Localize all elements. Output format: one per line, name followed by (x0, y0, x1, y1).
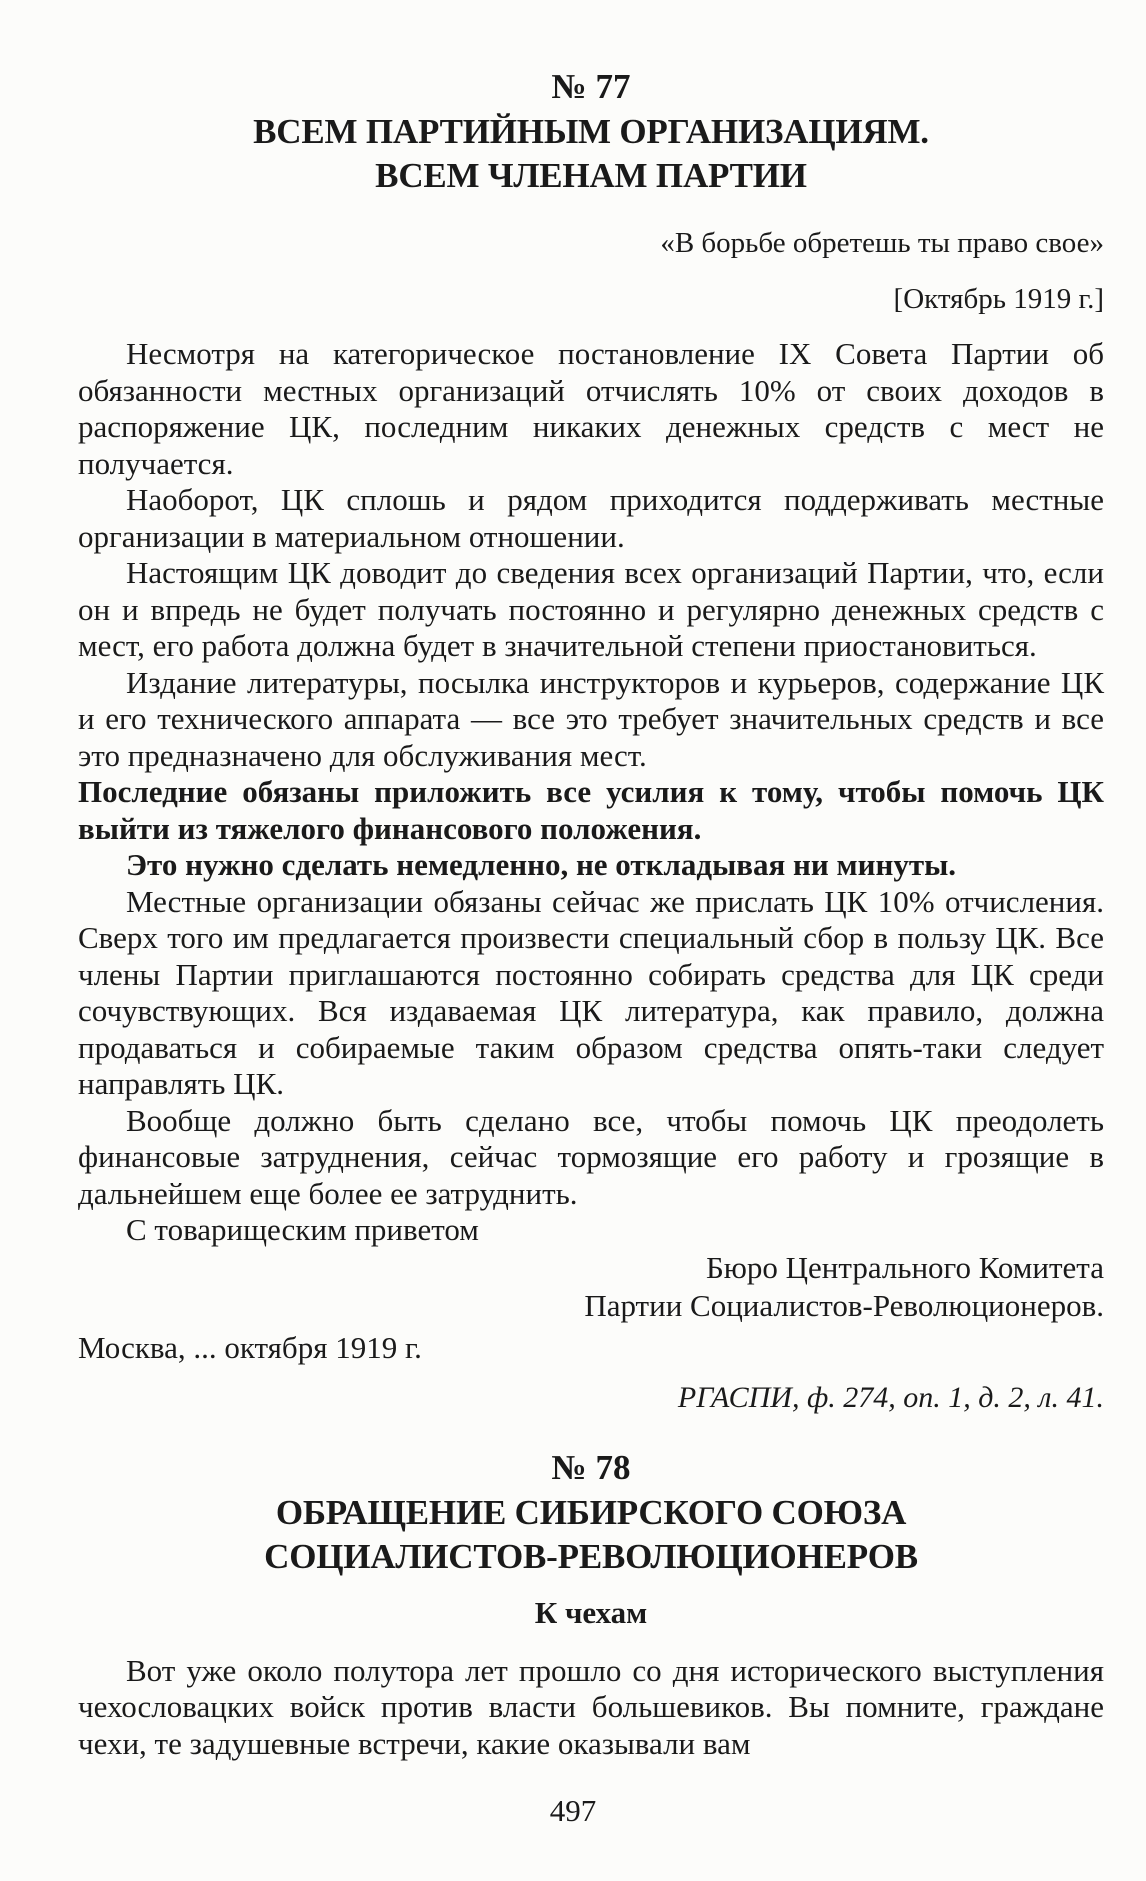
paragraph: Наоборот, ЦК сплошь и рядом приходится поддерживать местные организации в материальном отношении. (78, 482, 1104, 554)
document-number: № 78 (551, 1447, 631, 1487)
paragraph: Вообще должно быть сделано все, чтобы помочь ЦК преодолеть финансовые затруднения, сейчас тормозящие его работу и грозящие в дальнейшем еще более ее затруднить. (78, 1102, 1104, 1211)
signature-line: Бюро Центрального Комитета (705, 1249, 1104, 1285)
epigraph: «В борьбе обретешь ты право свое» (660, 227, 1104, 259)
document-number: № 77 (551, 67, 631, 106)
greeting: С товарищеским приветом (126, 1212, 479, 1247)
document-title-line: ОБРАЩЕНИЕ СИБИРСКОГО СОЮЗА (275, 1492, 907, 1532)
paragraph: Несмотря на категорическое постановление IX Совета Партии об обязанности местных организаций отчислять 10% от своих доходов в распоряжение ЦК, последним никаких денежных средств с мест не получается. (78, 336, 1104, 481)
page-text (78, 66, 1104, 1762)
document-subtitle: К чехам (534, 1594, 648, 1630)
document-title-line: СОЦИАЛИСТОВ-РЕВОЛЮЦИОНЕРОВ (264, 1536, 918, 1576)
bold-paragraph: Это нужно сделать немедленно, не откладывая ни минуты. (126, 847, 957, 882)
document-title-line: ВСЕМ ПАРТИЙНЫМ ОРГАНИЗАЦИЯМ. (253, 112, 929, 151)
paragraph: Издание литературы, посылка инструкторов и курьеров, содержание ЦК и его технического аппарата — все это требует значительных средств и все это предназначено для обслуживания мест. (78, 664, 1104, 773)
place-and-date: Москва, ... октября 1919 г. (78, 1329, 422, 1365)
paragraph: Местные организации обязаны сейчас же прислать ЦК 10% отчисления. Сверх того им предлагается произвести специальный сбор в пользу ЦК. Все члены Партии приглашаются постоянно собирать средства для ЦК среди сочувствующих. Вся издаваемая ЦК литература, как правило, должна продаваться и собираемые таким образом средства опять-таки следует направлять ЦК. (78, 883, 1104, 1101)
document-title-line: ВСЕМ ЧЛЕНАМ ПАРТИИ (375, 156, 807, 195)
bold-paragraph: Последние обязаны приложить все усилия к тому, чтобы помочь ЦК выйти из тяжелого финансового положения. (78, 774, 1104, 846)
document-date: [Октябрь 1919 г.] (893, 283, 1104, 315)
paragraph: Настоящим ЦК доводит до сведения всех организаций Партии, что, если он и впредь не будет получать постоянно и регулярно денежных средств с мест, его работа должна будет в значительной степени приостановиться. (78, 555, 1104, 663)
signature-line: Партии Социалистов-Революционеров. (584, 1287, 1104, 1323)
paragraph: Вот уже около полутора лет прошло со дня исторического выступления чехословацких войск против власти большевиков. Вы помните, граждане чехи, те задушевные встречи, какие оказывали вам (78, 1652, 1104, 1761)
archive-reference: РГАСПИ, ф. 274, оп. 1, д. 2, л. 41. (677, 1380, 1104, 1414)
page-number: 497 (549, 1793, 597, 1828)
